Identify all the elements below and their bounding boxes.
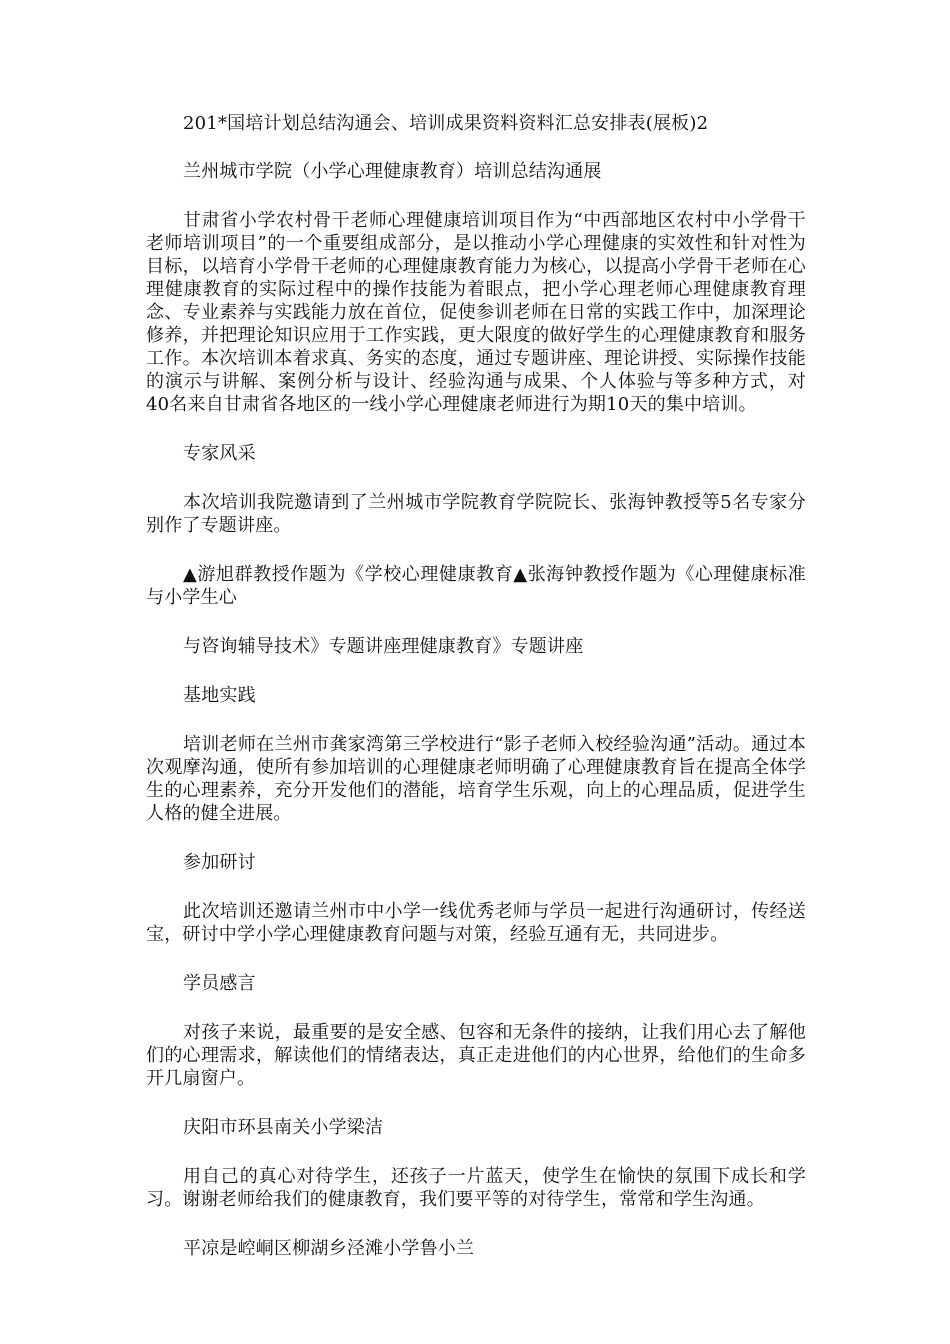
seminar-paragraph: 此次培训还邀请兰州市中小学一线优秀老师与学员一起进行沟通研讨，传经送宝，研讨中学小学心理健康教育问题与对策，经验互通有无，共同进步。: [146, 901, 806, 945]
practice-heading: 基地实践: [183, 685, 256, 706]
experts-heading: 专家风采: [183, 443, 256, 464]
seminar-heading: 参加研讨: [183, 852, 256, 873]
document-subtitle: 兰州城市学院（小学心理健康教育）培训总结沟通展: [183, 161, 602, 182]
lecture-line-1: ▲游旭群教授作题为《学校心理健康教育▲张海钟教授作题为《心理健康标准与小学生心: [146, 564, 806, 608]
experts-paragraph: 本次培训我院邀请到了兰州城市学院教育学院院长、张海钟教授等5名专家分别作了专题讲座。: [146, 492, 806, 536]
feedback-paragraph-2: 用自己的真心对待学生，还孩子一片蓝天，使学生在愉快的氛围下成长和学习。谢谢老师给我们的健康教育，我们要平等的对待学生，常常和学生沟通。: [146, 1166, 806, 1210]
feedback-paragraph-1: 对孩子来说，最重要的是安全感、包容和无条件的接纳，让我们用心去了解他们的心理需求，解读他们的情绪表达，真正走进他们的内心世界，给他们的生命多开几扇窗户。: [146, 1022, 806, 1089]
document-page: [146, 112, 806, 1260]
feedback-heading: 学员感言: [183, 973, 256, 994]
practice-paragraph: 培训老师在兰州市龚家湾第三学校进行“影子老师入校经验沟通”活动。通过本次观摩沟通，使所有参加培训的心理健康老师明确了心理健康教育旨在提高全体学生的心理素养，充分开发他们的潜能，培育学生乐观，向上的心理品质，促进学生人格的健全进展。: [146, 734, 806, 824]
lecture-line-2: 与咨询辅导技术》专题讲座理健康教育》专题讲座: [183, 636, 584, 657]
feedback-author-2: 平凉是崆峒区柳湖乡泾滩小学鲁小兰: [183, 1238, 475, 1259]
document-title: 201*国培计划总结沟通会、培训成果资料资料汇总安排表(展板)2: [183, 113, 709, 134]
feedback-author-1: 庆阳市环县南关小学梁洁: [183, 1117, 384, 1138]
intro-paragraph: 甘肃省小学农村骨干老师心理健康培训项目作为“中西部地区农村中小学骨干老师培训项目”的一个重要组成部分，是以推动小学心理健康的实效性和针对性为目标，以培育小学骨干老师的心理健康教育能力为核心，以提高小学骨干老师在心理健康教育的实际过程中的操作技能为着眼点，把小学心理老师心理健康教育理念、专业素养与实践能力放在首位，促使参训老师在日常的实践工作中，加深理论修养，并把理论知识应用于工作实践，更大限度的做好学生的心理健康教育和服务工作。本次培训本着求真、务实的态度，通过专题讲座、理论讲授、实际操作技能的演示与讲解、案例分析与设计、经验沟通与成果、个人体验与等多种方式，对40名来自甘肃省各地区的一线小学心理健康老师进行为期10天的集中培训。: [146, 210, 806, 415]
